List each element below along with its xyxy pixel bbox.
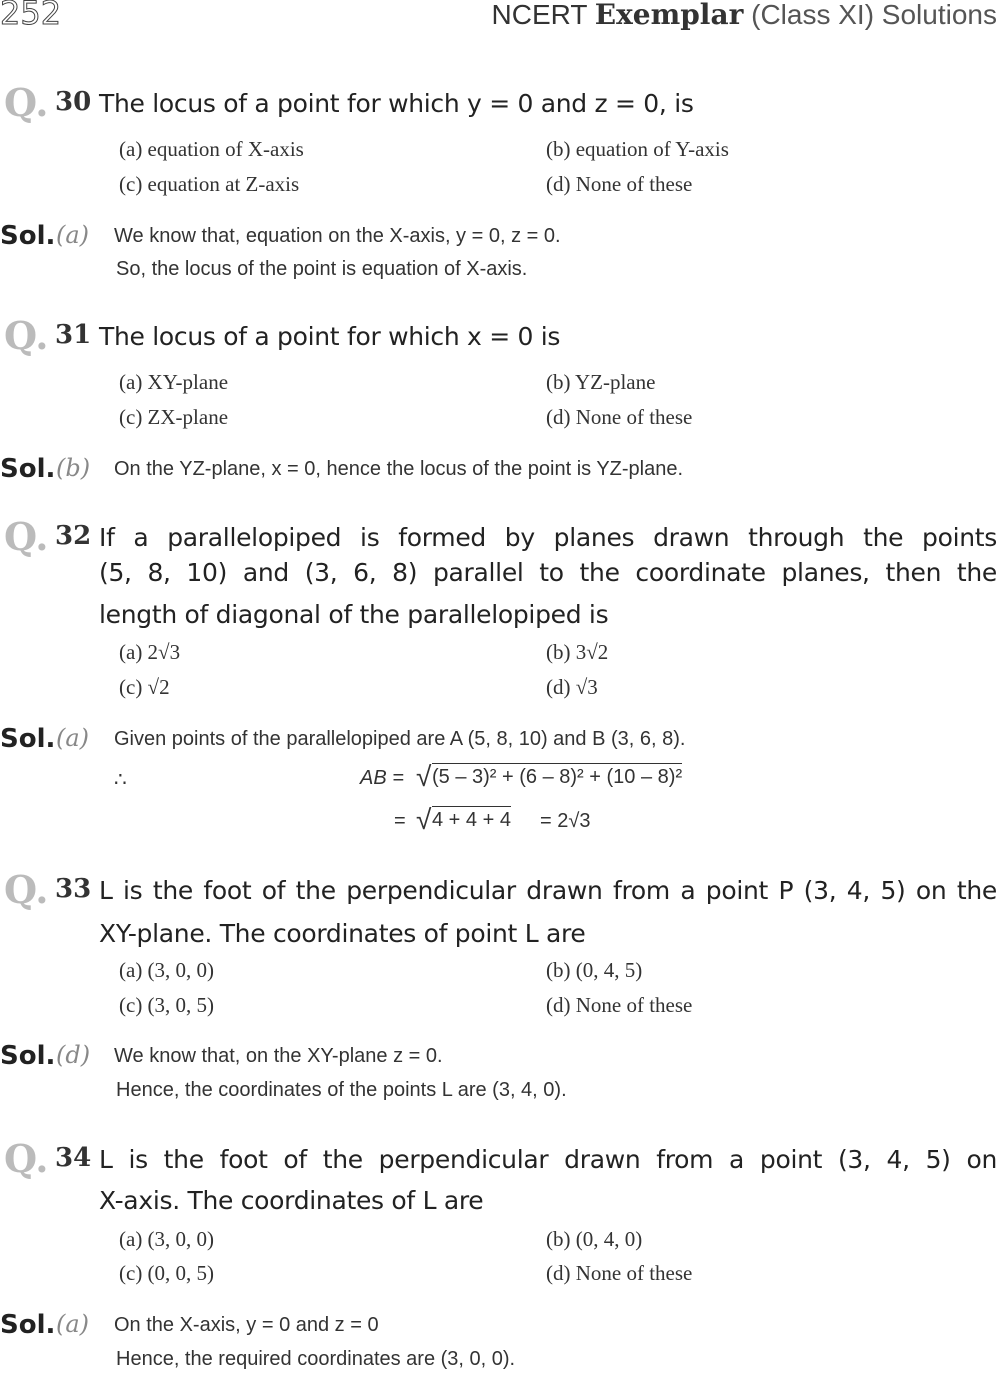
question-marker: Q. (4, 313, 49, 358)
option-d: (d) None of these (546, 993, 693, 1017)
solution-answer: (a) (56, 221, 90, 249)
question-text-line: X-axis. The coordinates of L are (99, 1186, 484, 1215)
option-c: (c) √2 (119, 675, 170, 699)
option-d: (d) None of these (546, 1261, 693, 1285)
option-d: (d) None of these (546, 405, 693, 429)
math-equals: = (394, 810, 406, 832)
math-lhs: AB = (360, 767, 404, 789)
therefore-symbol: ∴ (114, 769, 127, 791)
header-title: Exemplar (594, 0, 744, 31)
solution-text: So, the locus of the point is equation of X-axis. (116, 258, 528, 280)
question-number: 31 (55, 320, 92, 350)
solution-text: Hence, the required coordinates are (3, 0, 0). (116, 1348, 516, 1370)
question-marker: Q. (4, 1136, 49, 1181)
question-text-line: If a parallelopiped is formed by planes drawn through the points (99, 523, 997, 552)
solution-text: Hence, the coordinates of the points L are (3, 4, 0). (116, 1079, 567, 1101)
option-d: (d) None of these (546, 172, 693, 196)
question-text-line: L is the foot of the perpendicular drawn from a point (3, 4, 5) on (99, 1145, 997, 1174)
question-marker: Q. (4, 514, 49, 559)
option-c: (c) ZX-plane (119, 405, 229, 429)
option-b: (b) equation of Y-axis (546, 137, 729, 161)
solution-text: We know that, on the XY-plane z = 0. (114, 1045, 443, 1067)
question-number: 32 (55, 521, 92, 551)
question-text-line: XY-plane. The coordinates of point L are (99, 919, 586, 948)
option-a: (a) equation of X-axis (119, 137, 304, 161)
question-text-line: The locus of a point for which y = 0 and z = 0, is (99, 89, 694, 118)
solution-text: On the X-axis, y = 0 and z = 0 (114, 1314, 379, 1336)
solution-answer: (b) (56, 454, 91, 482)
question-text-line: The locus of a point for which x = 0 is (99, 322, 561, 351)
question-marker: Q. (4, 867, 49, 912)
solution-text: We know that, equation on the X-axis, y = 0, z = 0. (114, 225, 561, 247)
question-text-line: (5, 8, 10) and (3, 6, 8) parallel to the coordinate planes, then the (99, 558, 997, 587)
option-a: (a) (3, 0, 0) (119, 958, 215, 982)
header-book: NCERT (491, 0, 587, 30)
question-text-line: L is the foot of the perpendicular drawn from a point P (3, 4, 5) on the (99, 876, 997, 905)
solution-label: Sol. (0, 1041, 56, 1071)
sqrt-symbol: √ (416, 804, 432, 835)
question-number: 30 (55, 87, 92, 117)
option-a: (a) 2√3 (119, 640, 181, 664)
option-b: (b) (0, 4, 5) (546, 958, 643, 982)
option-a: (a) XY-plane (119, 370, 229, 394)
option-d: (d) √3 (546, 675, 598, 699)
option-c: (c) equation at Z-axis (119, 172, 300, 196)
solution-label: Sol. (0, 454, 56, 484)
option-b: (b) 3√2 (546, 640, 609, 664)
sqrt-symbol: √ (416, 761, 432, 792)
question-text-line: length of diagonal of the parallelopiped is (99, 600, 609, 629)
question-marker: Q. (4, 80, 49, 125)
option-c: (c) (0, 0, 5) (119, 1261, 215, 1285)
page-number: 252 (0, 0, 62, 32)
solution-label: Sol. (0, 1310, 56, 1340)
solution-text: Given points of the parallelopiped are A (5, 8, 10) and B (3, 6, 8). (114, 728, 686, 750)
header-subtitle: (Class XI) Solutions (751, 0, 997, 30)
solution-label: Sol. (0, 724, 56, 754)
running-header (492, 0, 997, 31)
option-b: (b) (0, 4, 0) (546, 1227, 643, 1251)
solution-label: Sol. (0, 221, 56, 251)
question-number: 33 (55, 874, 92, 904)
solution-answer: (d) (56, 1041, 91, 1069)
math-result: = 2√3 (540, 810, 591, 832)
solution-text: On the YZ-plane, x = 0, hence the locus of the point is YZ-plane. (114, 458, 684, 480)
math-step1: (5 – 3)² + (6 – 8)² + (10 – 8)² (432, 763, 682, 789)
solution-answer: (a) (56, 724, 90, 752)
math-step2: 4 + 4 + 4 (432, 806, 511, 832)
question-number: 34 (55, 1143, 92, 1173)
solution-answer: (a) (56, 1310, 90, 1338)
option-b: (b) YZ-plane (546, 370, 656, 394)
option-a: (a) (3, 0, 0) (119, 1227, 215, 1251)
option-c: (c) (3, 0, 5) (119, 993, 215, 1017)
